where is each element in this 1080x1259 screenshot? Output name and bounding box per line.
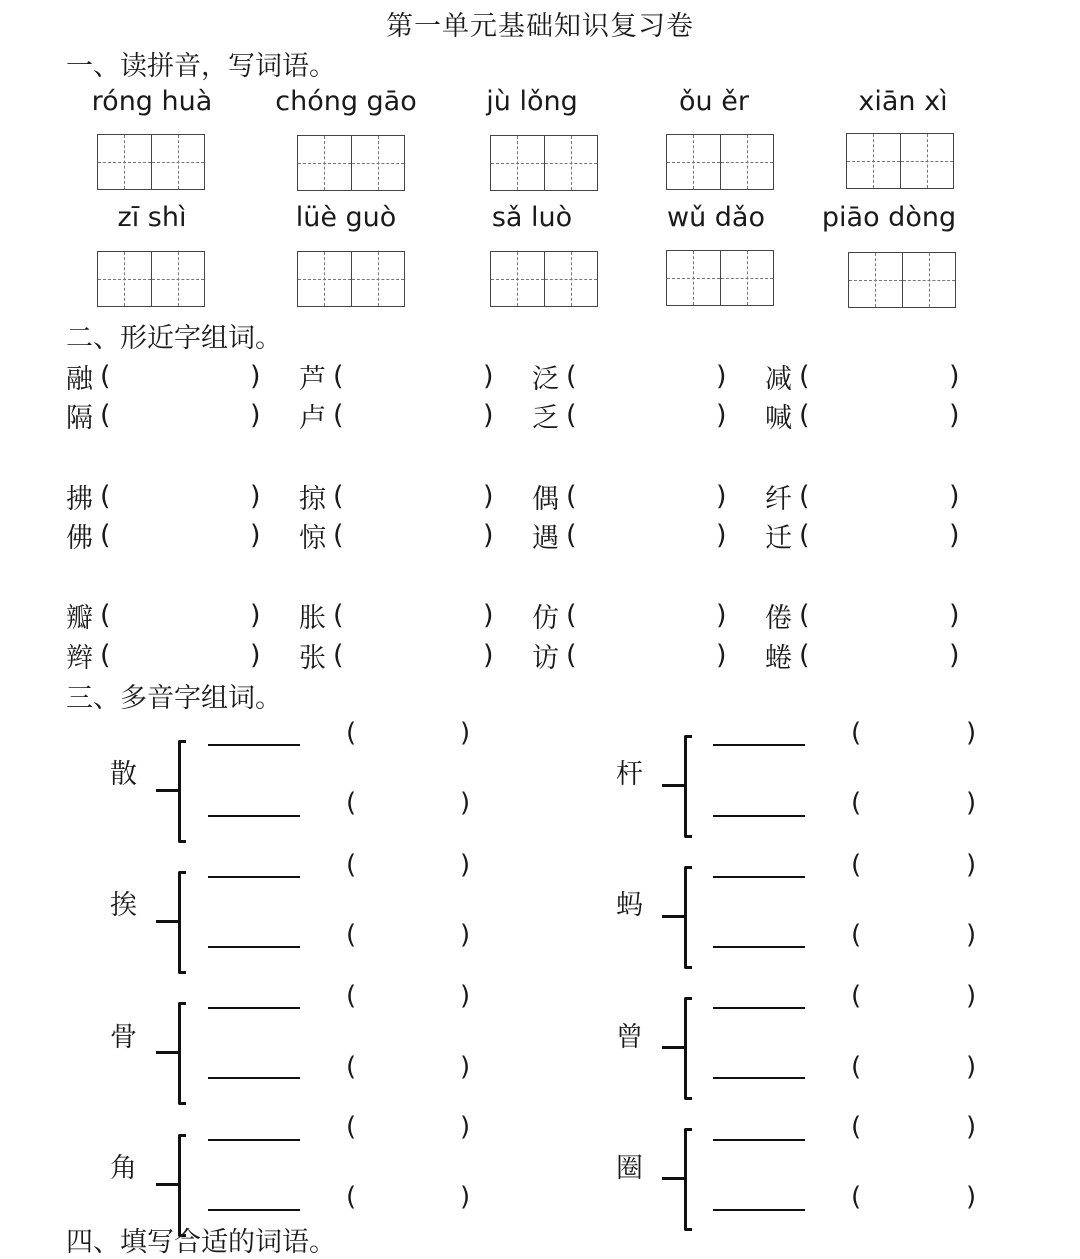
brace-tick <box>662 1046 686 1049</box>
close-paren: ) <box>460 920 471 950</box>
char-pair-item[interactable]: 喊 ( ) <box>765 396 965 435</box>
char: 隔 <box>66 403 93 434</box>
char: 拂 <box>66 484 93 515</box>
pinyin-label: róng huà <box>91 86 213 117</box>
close-paren: ) <box>966 920 977 950</box>
char-pair-item[interactable]: 倦 ( ) <box>765 596 965 635</box>
char: 仿 <box>532 603 559 634</box>
char-pair-item[interactable]: 遇 ( ) <box>532 516 732 555</box>
close-paren: ) <box>966 1182 977 1212</box>
char-pair-item[interactable]: 芦 ( ) <box>299 357 499 396</box>
pinyin-label: zī shì <box>117 202 187 233</box>
char-pair-item[interactable]: 蜷 ( ) <box>765 636 965 675</box>
pinyin-label: piāo dòng <box>821 202 957 233</box>
close-paren: ) <box>460 981 471 1011</box>
polyphone-char: 骨 <box>110 1022 137 1053</box>
brace-tick <box>156 789 180 792</box>
char: 减 <box>765 364 792 395</box>
open-paren: ( <box>346 788 357 818</box>
brace-tick <box>662 784 686 787</box>
section-1-heading: 一、读拼音，写词语。 <box>66 51 336 82</box>
answer-blank[interactable] <box>713 1077 805 1079</box>
char-pair-item[interactable]: 乏 ( ) <box>532 396 732 435</box>
pinyin-label: ǒu ěr <box>679 86 749 117</box>
tianzige-box[interactable] <box>297 251 405 307</box>
open-paren: ( <box>851 920 862 950</box>
char: 迁 <box>765 523 792 554</box>
char: 掠 <box>299 484 326 515</box>
tianzige-box[interactable] <box>846 133 954 189</box>
char-pair-item[interactable]: 仿 ( ) <box>532 596 732 635</box>
char-pair-item[interactable]: 掠 ( ) <box>299 477 499 516</box>
open-paren: ( <box>346 718 357 748</box>
tianzige-box[interactable] <box>297 135 405 191</box>
char: 融 <box>66 364 93 395</box>
char-pair-item[interactable]: 卢 ( ) <box>299 396 499 435</box>
char: 胀 <box>299 603 326 634</box>
section-2-heading: 二、形近字组词。 <box>66 323 282 354</box>
open-paren: ( <box>851 788 862 818</box>
char: 乏 <box>532 403 559 434</box>
close-paren: ) <box>460 718 471 748</box>
answer-blank[interactable] <box>208 1209 300 1211</box>
polyphone-char: 曾 <box>616 1022 643 1053</box>
open-paren: ( <box>851 850 862 880</box>
open-paren: ( <box>346 1052 357 1082</box>
char: 遇 <box>532 523 559 554</box>
brace-tick <box>662 1177 686 1180</box>
char: 纤 <box>765 484 792 515</box>
char-pair-item[interactable]: 访 ( ) <box>532 636 732 675</box>
open-paren: ( <box>851 718 862 748</box>
open-paren: ( <box>851 1182 862 1212</box>
char: 偶 <box>532 484 559 515</box>
close-paren: ) <box>966 1052 977 1082</box>
tianzige-box[interactable] <box>490 251 598 307</box>
answer-blank[interactable] <box>713 1209 805 1211</box>
tianzige-box[interactable] <box>97 134 205 190</box>
close-paren: ) <box>966 1112 977 1142</box>
open-paren: ( <box>346 981 357 1011</box>
close-paren: ) <box>966 981 977 1011</box>
char: 喊 <box>765 403 792 434</box>
char-pair-item[interactable]: 惊 ( ) <box>299 516 499 555</box>
char: 瓣 <box>66 603 93 634</box>
answer-blank[interactable] <box>208 1077 300 1079</box>
answer-blank[interactable] <box>713 946 805 948</box>
pinyin-label: xiān xì <box>858 86 948 117</box>
char-pair-item[interactable]: 隔 ( ) <box>66 396 266 435</box>
polyphone-char: 圈 <box>616 1153 643 1184</box>
char: 泛 <box>532 364 559 395</box>
char: 张 <box>299 643 326 674</box>
answer-blank[interactable] <box>713 1007 805 1009</box>
char: 佛 <box>66 523 93 554</box>
answer-blank[interactable] <box>208 1139 300 1141</box>
close-paren: ) <box>966 788 977 818</box>
answer-blank[interactable] <box>713 876 805 878</box>
open-paren: ( <box>851 1052 862 1082</box>
char: 访 <box>532 643 559 674</box>
open-paren: ( <box>346 1182 357 1212</box>
brace-tick <box>156 1183 180 1186</box>
pinyin-label: sǎ luò <box>491 202 573 233</box>
char: 惊 <box>299 523 326 554</box>
answer-blank[interactable] <box>208 744 300 746</box>
open-paren: ( <box>851 1112 862 1142</box>
char-pair-item[interactable]: 张 ( ) <box>299 636 499 675</box>
char-pair-item[interactable]: 瓣 ( ) <box>66 596 266 635</box>
char: 蜷 <box>765 643 792 674</box>
char-pair-item[interactable]: 泛 ( ) <box>532 357 732 396</box>
section-3-heading: 三、多音字组词。 <box>66 683 282 714</box>
char-pair-item[interactable]: 迁 ( ) <box>765 516 965 555</box>
open-paren: ( <box>346 1112 357 1142</box>
brace-tick <box>156 920 180 923</box>
pinyin-label: wǔ dǎo <box>667 202 765 233</box>
open-paren: ( <box>346 850 357 880</box>
close-paren: ) <box>460 1052 471 1082</box>
char-pair-item[interactable]: 偶 ( ) <box>532 477 732 516</box>
pinyin-label: lüè guò <box>295 202 397 233</box>
close-paren: ) <box>966 718 977 748</box>
close-paren: ) <box>460 1182 471 1212</box>
char-pair-item[interactable]: 融 ( ) <box>66 357 266 396</box>
answer-blank[interactable] <box>208 1007 300 1009</box>
polyphone-char: 杆 <box>616 759 643 790</box>
char-pair-item[interactable]: 减 ( ) <box>765 357 965 396</box>
char: 倦 <box>765 603 792 634</box>
polyphone-char: 蚂 <box>616 890 643 921</box>
char: 芦 <box>299 364 326 395</box>
open-paren: ( <box>851 981 862 1011</box>
page-title: 第一单元基础知识复习卷 <box>386 11 694 42</box>
tianzige-box[interactable] <box>666 250 774 306</box>
answer-blank[interactable] <box>208 876 300 878</box>
tianzige-box[interactable] <box>848 252 956 308</box>
answer-blank[interactable] <box>208 946 300 948</box>
tianzige-box[interactable] <box>490 135 598 191</box>
section-4-heading: 四、填写合适的词语。 <box>66 1227 336 1258</box>
char-pair-item[interactable]: 胀 ( ) <box>299 596 499 635</box>
char-pair-item[interactable]: 纤 ( ) <box>765 477 965 516</box>
answer-blank[interactable] <box>713 1139 805 1141</box>
close-paren: ) <box>966 850 977 880</box>
close-paren: ) <box>460 1112 471 1142</box>
tianzige-box[interactable] <box>97 251 205 307</box>
answer-blank[interactable] <box>713 815 805 817</box>
open-paren: ( <box>346 920 357 950</box>
polyphone-char: 角 <box>110 1153 137 1184</box>
char: 辫 <box>66 643 93 674</box>
polyphone-char: 散 <box>110 759 137 790</box>
pinyin-label: chóng gāo <box>275 86 417 117</box>
char-pair-item[interactable]: 佛 ( ) <box>66 516 266 555</box>
brace-tick <box>156 1051 180 1054</box>
char-pair-item[interactable]: 辫 ( ) <box>66 636 266 675</box>
polyphone-char: 挨 <box>110 890 137 921</box>
char: 卢 <box>299 403 326 434</box>
close-paren: ) <box>460 850 471 880</box>
close-paren: ) <box>460 788 471 818</box>
answer-blank[interactable] <box>713 744 805 746</box>
pinyin-label: jù lǒng <box>486 86 578 117</box>
char-pair-item[interactable]: 拂 ( ) <box>66 477 266 516</box>
brace-tick <box>662 915 686 918</box>
tianzige-box[interactable] <box>666 134 774 190</box>
answer-blank[interactable] <box>208 815 300 817</box>
